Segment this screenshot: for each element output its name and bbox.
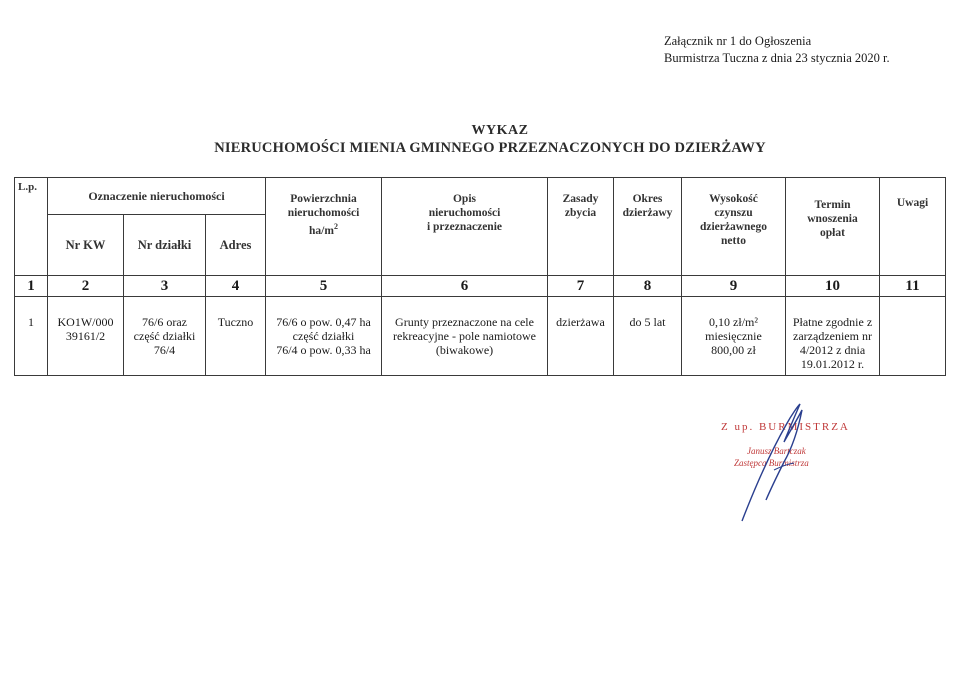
header-adres: Adres: [206, 215, 266, 276]
cell-pow-line-3: 76/4 o pow. 0,33 ha: [276, 343, 371, 357]
document-subtitle: NIERUCHOMOŚCI MIENIA GMINNEGO PRZEZNACZONYCH DO DZIERŻAWY: [214, 140, 766, 156]
cell-dzialka: [124, 297, 206, 376]
column-number: 2: [48, 276, 124, 297]
cell-pow-line-2: część działki: [292, 329, 355, 343]
header-opis-line-3: i przeznaczenie: [426, 221, 503, 233]
signature-stamp: [714, 400, 884, 525]
header-powierzchnia-line-2: nieruchomości: [287, 207, 360, 219]
cell-adres: Tuczno: [206, 297, 266, 376]
header-okres-line-2: dzierżawy: [622, 207, 673, 219]
header-wysokosc-line-2: czynszu: [714, 207, 753, 219]
header-powierzchnia: [266, 178, 382, 276]
cell-dzialka-line-2: część działki: [133, 329, 196, 343]
header-opis-line-2: nieruchomości: [428, 207, 501, 219]
cell-termin-line-4: 19.01.2012 r.: [800, 357, 865, 371]
header-powierzchnia-unit: ha/m: [309, 224, 334, 237]
cell-nr-kw-line-2: 39161/2: [65, 329, 106, 343]
column-number: 3: [124, 276, 206, 297]
cell-czynsz-line-3: 800,00 zł: [711, 343, 756, 357]
header-termin-line-2: wnoszenia: [807, 213, 858, 225]
header-zasady-line-2: zbycia: [564, 207, 597, 219]
header-termin-line-3: opłat: [820, 227, 845, 239]
header-zasady-line-1: Zasady: [562, 193, 599, 205]
cell-uwagi: [880, 297, 946, 376]
cell-termin-line-1: Płatne zgodnie z: [792, 315, 873, 329]
column-number: 9: [682, 276, 786, 297]
cell-opis: [382, 297, 548, 376]
cell-pow-line-1: 76/6 o pow. 0,47 ha: [276, 315, 371, 329]
table-row: [15, 297, 946, 376]
cell-okres: do 5 lat: [614, 297, 682, 376]
column-number: 7: [548, 276, 614, 297]
header-okres-line-1: Okres: [632, 193, 663, 205]
cell-dzialka-line-3: 76/4: [153, 343, 176, 357]
cell-nr-kw-line-1: KO1W/000: [57, 315, 114, 329]
handwritten-signature: [714, 400, 884, 525]
cell-termin: [786, 297, 880, 376]
header-row-1: [15, 178, 946, 215]
header-opis-line-1: Opis: [452, 193, 476, 205]
cell-czynsz-line-1: 0,10 zł/m²: [709, 315, 758, 329]
column-number: 4: [206, 276, 266, 297]
cell-termin-line-3: 4/2012 z dnia: [799, 343, 866, 357]
column-number: 5: [266, 276, 382, 297]
header-uwagi: Uwagi: [880, 178, 946, 276]
cell-czynsz: [682, 297, 786, 376]
attachment-note: [664, 33, 890, 67]
property-table: [14, 177, 946, 376]
cell-opis-line-1: Grunty przeznaczone na cele: [395, 315, 534, 329]
header-powierzchnia-line-1: Powierzchnia: [290, 193, 357, 205]
document-title: WYKAZ: [471, 123, 529, 138]
cell-termin-line-2: zarządzeniem nr: [793, 329, 872, 343]
header-termin-line-1: Termin: [814, 199, 851, 211]
cell-dzialka-line-1: 76/6 oraz: [142, 315, 187, 329]
header-powierzchnia-line-3: [269, 220, 378, 238]
header-wysokosc-line-1: Wysokość: [709, 193, 758, 205]
column-number: 10: [786, 276, 880, 297]
cell-zasady: dzierżawa: [548, 297, 614, 376]
header-nr-kw: Nr KW: [48, 215, 124, 276]
document-heading: [0, 123, 980, 157]
cell-opis-line-3: (biwakowe): [435, 343, 494, 357]
stamp-name: Janusz Bartczak: [747, 446, 806, 456]
header-wysokosc-line-3: dzierżawnego: [699, 221, 768, 233]
header-lp: L.p.: [15, 178, 48, 276]
cell-lp: 1: [15, 297, 48, 376]
column-number: 8: [614, 276, 682, 297]
cell-powierzchnia: [266, 297, 382, 376]
attachment-line-1: Załącznik nr 1 do Ogłoszenia: [664, 34, 812, 48]
header-wysokosc-line-4: netto: [721, 235, 746, 247]
attachment-line-2: Burmistrza Tuczna z dnia 23 stycznia 2020 r.: [664, 51, 890, 65]
header-oznaczenie: Oznaczenie nieruchomości: [48, 178, 266, 215]
cell-nr-kw: [48, 297, 124, 376]
header-termin: [786, 178, 880, 276]
column-number: 1: [15, 276, 48, 297]
header-zasady: [548, 178, 614, 276]
header-wysokosc: [682, 178, 786, 276]
cell-czynsz-line-2: miesięcznie: [705, 329, 762, 343]
header-nr-dzialki: Nr działki: [124, 215, 206, 276]
header-powierzchnia-sup: 2: [333, 222, 338, 231]
header-opis: [382, 178, 548, 276]
stamp-label: Z up. BURMISTRZA: [721, 421, 850, 433]
cell-opis-line-2: rekreacyjne - pole namiotowe: [393, 329, 536, 343]
column-numbers-row: [15, 276, 946, 297]
header-okres: [614, 178, 682, 276]
column-number: 6: [382, 276, 548, 297]
stamp-role: Zastępca Burmistrza: [734, 458, 809, 468]
column-number: 11: [880, 276, 946, 297]
